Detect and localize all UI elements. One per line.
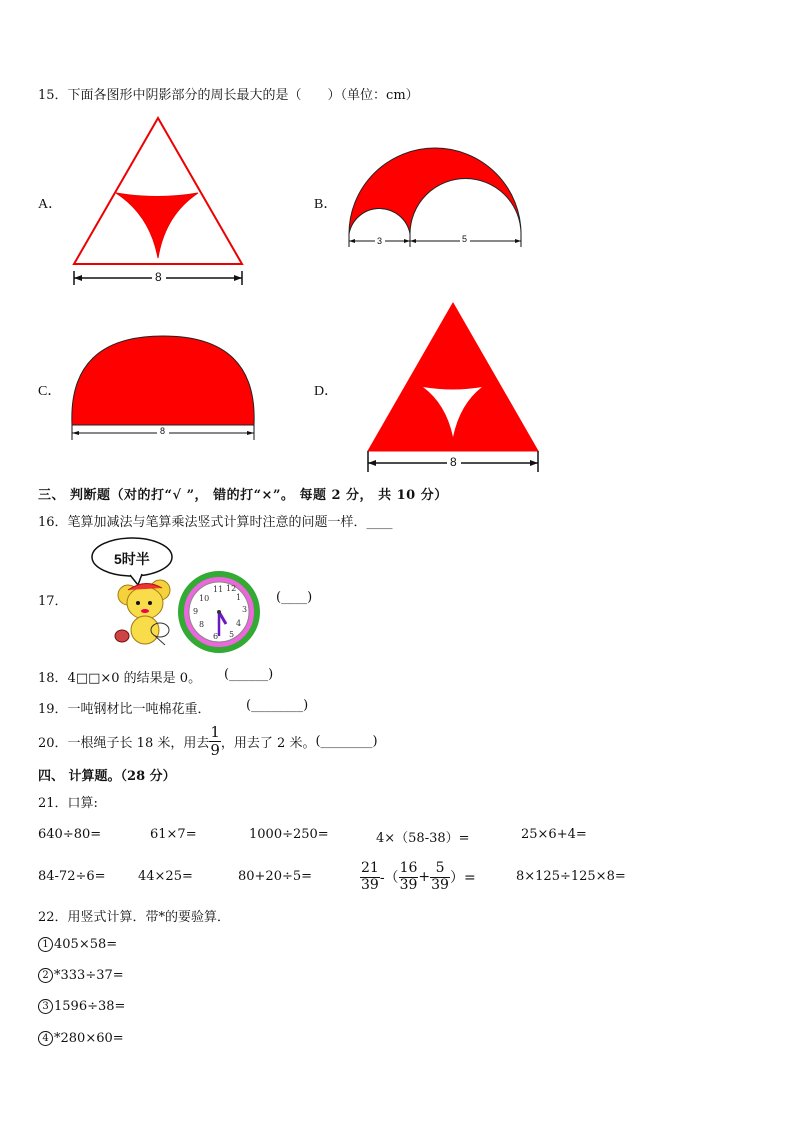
q21-row2-item-4: 8×125÷125×8=: [516, 869, 626, 884]
q22-item-3: [38, 999, 125, 1014]
figure-b-dim-small: 3: [377, 236, 383, 246]
q22-label: 22．用竖式计算．带*的要验算．: [38, 910, 231, 925]
figure-a-dim: 8: [155, 270, 162, 284]
q20: [38, 723, 378, 759]
q19: 19．一吨钢材比一吨棉花重．: [38, 702, 211, 717]
svg-text:1: 1: [236, 593, 242, 602]
q20-fraction-denominator: 9: [210, 740, 220, 759]
q22-item-1: [38, 937, 117, 952]
q21-frac-2: [399, 861, 419, 893]
q21-row1-item-3: 1000÷250=: [249, 827, 329, 842]
q21-frac-plus: +: [418, 869, 431, 885]
figure-d-dim: 8: [450, 455, 457, 469]
section-3-title: 三、 判断题（对的打“√ ”， 错的打“×”。 每题 2 分， 共 10 分）: [38, 488, 448, 503]
svg-text:10: 10: [199, 594, 210, 603]
q21-frac-1: [360, 861, 380, 893]
q22-item-2-number: 2: [38, 968, 53, 983]
q20-pre: 20．一根绳子长 18 米，用去: [38, 735, 210, 751]
q20-fraction-numerator: 1: [210, 723, 220, 741]
q21-frac-minus: -（: [379, 870, 399, 886]
q21-row1-item-5: 25×6+4=: [521, 827, 587, 842]
q22-item-3-number: 3: [38, 999, 53, 1014]
q21-row2-item-3: 80+20÷5=: [238, 869, 313, 884]
option-a-label: A．: [38, 197, 63, 212]
q21-row2-item-1: 84-72÷6=: [38, 869, 106, 884]
q22-item-3-text: 1596÷38=: [54, 999, 126, 1014]
svg-text:12: 12: [226, 584, 237, 593]
clock-icon: [181, 574, 257, 650]
svg-text:8: 8: [199, 620, 205, 629]
option-b-label: B．: [314, 197, 338, 212]
q21-row1-item-4: 4×（58-38）=: [376, 831, 470, 846]
option-d-label: D．: [314, 384, 339, 399]
q21-frac-end: ）=: [449, 870, 476, 886]
svg-text:5: 5: [229, 630, 235, 639]
q20-post: ，用去了 2 米。: [220, 735, 316, 751]
q20-fraction: [209, 724, 221, 758]
q21-frac-2-denominator: 39: [399, 876, 418, 893]
mouse-cartoon-icon: [115, 580, 170, 645]
q21-row1-item-1: 640÷80=: [38, 827, 102, 842]
section-4-title: 四、 计算题。（28 分）: [38, 769, 176, 784]
q21-fraction-expression: [360, 855, 476, 899]
q20-answer: (________): [315, 733, 378, 749]
svg-text:9: 9: [193, 607, 199, 616]
speech-bubble-text: 5时半: [114, 551, 150, 567]
q21-frac-3-numerator: 5: [430, 861, 450, 877]
q21-row1-item-2: 61×7=: [150, 827, 197, 842]
q16: 16．笔算加减法与笔算乘法竖式计算时注意的问题一样．____: [38, 515, 393, 530]
q21-frac-3: [430, 861, 450, 893]
q22-item-2: [38, 968, 124, 983]
q22-item-2-text: *333÷37=: [54, 968, 124, 983]
q21-label: 21．口算:: [38, 796, 98, 811]
q21-frac-1-denominator: 39: [361, 876, 379, 893]
q22-item-4: [38, 1031, 124, 1046]
q17-answer: (____): [276, 590, 313, 605]
q17-number: 17．: [38, 594, 68, 609]
q21-frac-2-numerator: 16: [399, 860, 418, 877]
q21-frac-3-denominator: 39: [431, 876, 449, 893]
q22-item-1-text: 405×58=: [54, 937, 118, 952]
q21-frac-1-numerator: 21: [361, 860, 379, 877]
svg-text:4: 4: [236, 619, 242, 628]
q18: 18．4□□×0 的结果是 0。: [38, 671, 202, 686]
q15-stem: 15．下面各图形中阴影部分的周长最大的是（ ）（单位：cm）: [38, 88, 419, 103]
svg-text:11: 11: [213, 585, 224, 594]
option-c-label: C．: [38, 384, 62, 399]
q21-row2-item-2: 44×25=: [138, 869, 193, 884]
q22-item-1-number: 1: [38, 937, 53, 952]
figure-c-dim: 8: [160, 426, 166, 436]
q19-answer: (________): [246, 698, 309, 713]
svg-text:6: 6: [213, 632, 219, 641]
figure-b-dim-large: 5: [462, 234, 468, 244]
q22-item-4-number: 4: [38, 1031, 53, 1046]
q22-item-4-text: *280×60=: [54, 1031, 124, 1046]
q18-answer: (______): [224, 667, 274, 682]
svg-text:3: 3: [242, 605, 248, 614]
